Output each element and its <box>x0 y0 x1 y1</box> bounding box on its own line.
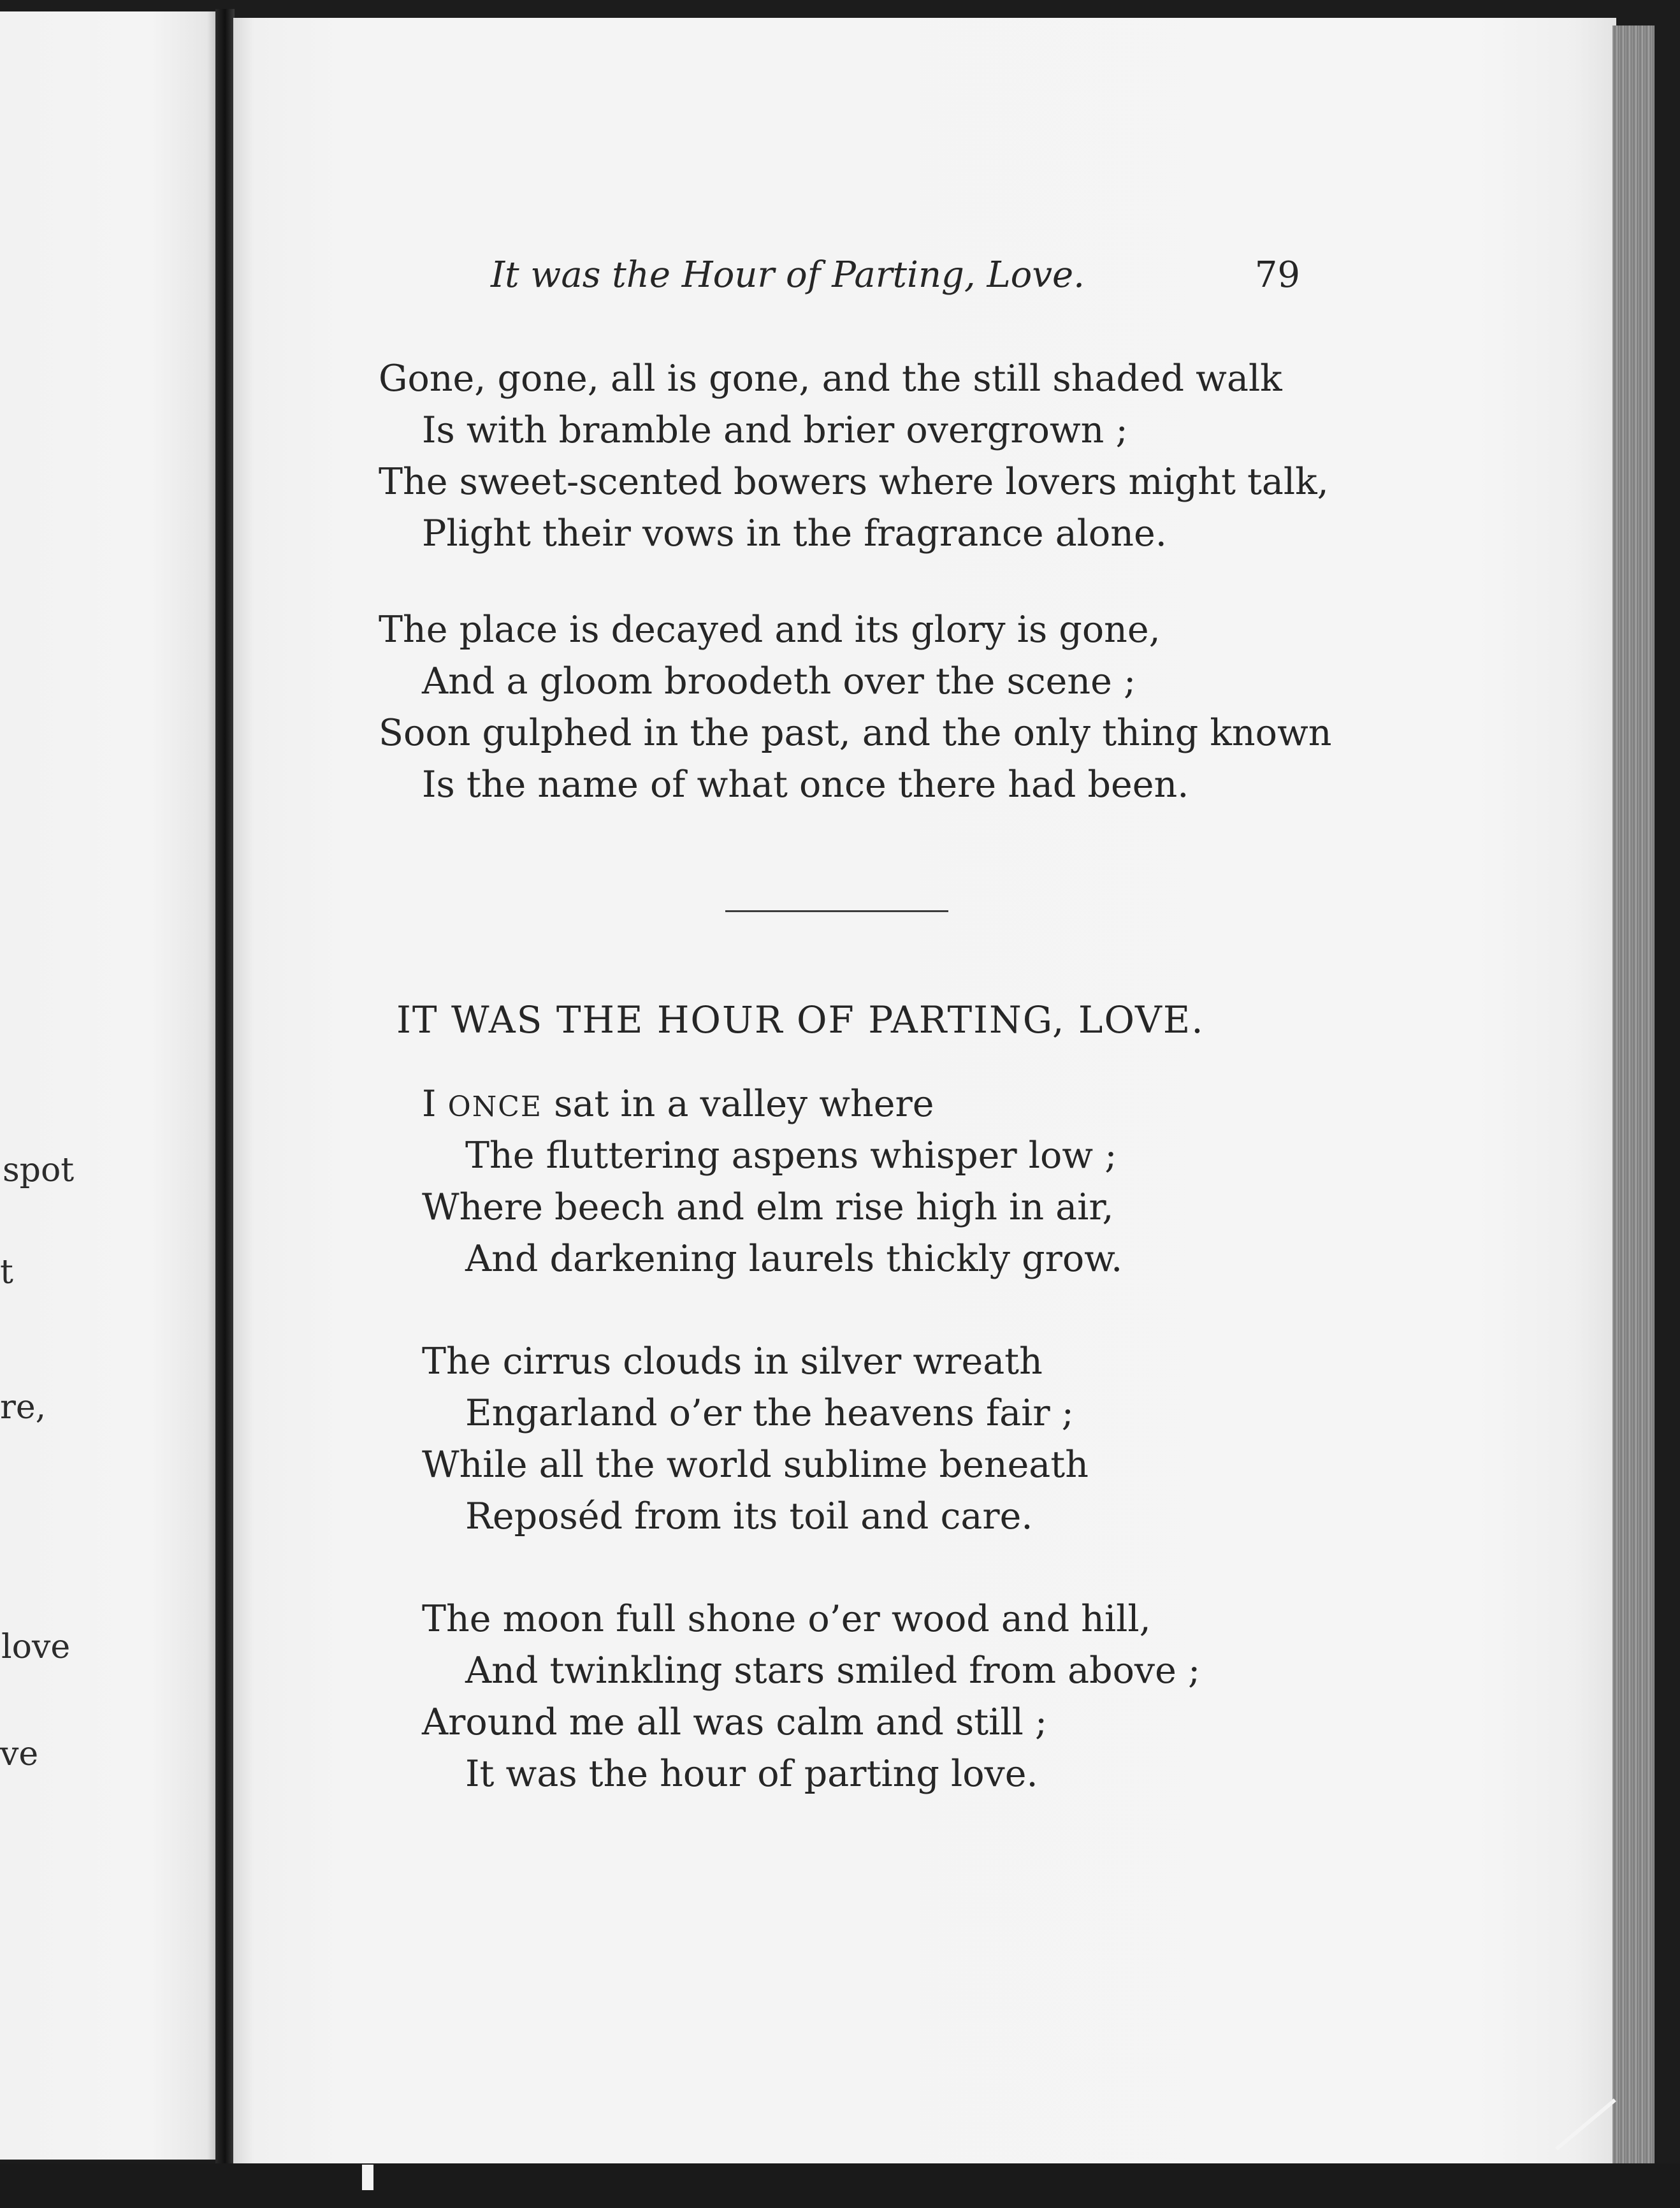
verse-line: The place is decayed and its glory is gone, <box>379 609 1161 651</box>
verse-line: The sweet-scented bowers where lovers might talk, <box>379 461 1329 503</box>
stanza <box>422 1336 1378 1543</box>
stanza <box>379 604 1335 811</box>
stanza <box>422 1594 1378 1800</box>
verse-line: And a gloom broodeth over the scene ; <box>422 660 1136 702</box>
left-page-fragment: spot <box>3 1151 75 1189</box>
page-number: 79 <box>1254 254 1300 296</box>
verse-line: And twinkling stars smiled from above ; <box>465 1650 1201 1692</box>
page-edges <box>1612 25 1655 2180</box>
stanza <box>422 1079 1378 1285</box>
running-title: It was the Hour of Parting, Love. <box>491 254 1085 296</box>
verse-line: Around me all was calm and still ; <box>422 1701 1048 1743</box>
verse-line: While all the world sublime beneath <box>422 1444 1089 1486</box>
verse-line: Is the name of what once there had been. <box>422 764 1189 806</box>
verse-line: The moon full shone o’er wood and hill, <box>422 1598 1151 1640</box>
verse-line: It was the hour of parting love. <box>465 1753 1038 1795</box>
verse-line: And darkening laurels thickly grow. <box>465 1238 1123 1280</box>
verse-line: The fluttering aspens whisper low ; <box>465 1135 1117 1177</box>
verse-line: Where beech and elm rise high in air, <box>422 1186 1114 1228</box>
small-caps-word: ONCE <box>447 1091 543 1123</box>
left-page-fragment: t <box>0 1253 13 1291</box>
verse-line: The cirrus clouds in silver wreath <box>422 1340 1043 1383</box>
verse-line: Engarland o’er the heavens fair ; <box>465 1392 1074 1434</box>
verse-line: Reposéd from its toil and care. <box>465 1495 1033 1537</box>
section-divider <box>725 910 948 912</box>
left-page-fragment: re, <box>0 1388 47 1427</box>
first-line-rest: sat in a valley where <box>554 1083 934 1125</box>
drop-initial: I <box>422 1083 437 1125</box>
book-gutter <box>215 9 235 2163</box>
poem-title: IT WAS THE HOUR OF PARTING, LOVE. <box>396 998 1205 1042</box>
stanza <box>379 353 1335 560</box>
verse-line: Is with bramble and brier overgrown ; <box>422 409 1128 451</box>
scan-artifact <box>362 2165 373 2190</box>
verse-line: Gone, gone, all is gone, and the still shaded walk <box>379 358 1282 400</box>
left-facing-page <box>0 11 215 2160</box>
left-page-fragment: love <box>1 1628 71 1666</box>
verse-line: Plight their vows in the fragrance alone. <box>422 512 1167 555</box>
left-page-fragment: ve <box>0 1735 39 1773</box>
verse-line: Soon gulphed in the past, and the only thing known <box>379 712 1332 754</box>
verse-line-first <box>422 1079 1378 1130</box>
running-header <box>491 250 1300 301</box>
scanner-bed <box>0 2163 1680 2208</box>
